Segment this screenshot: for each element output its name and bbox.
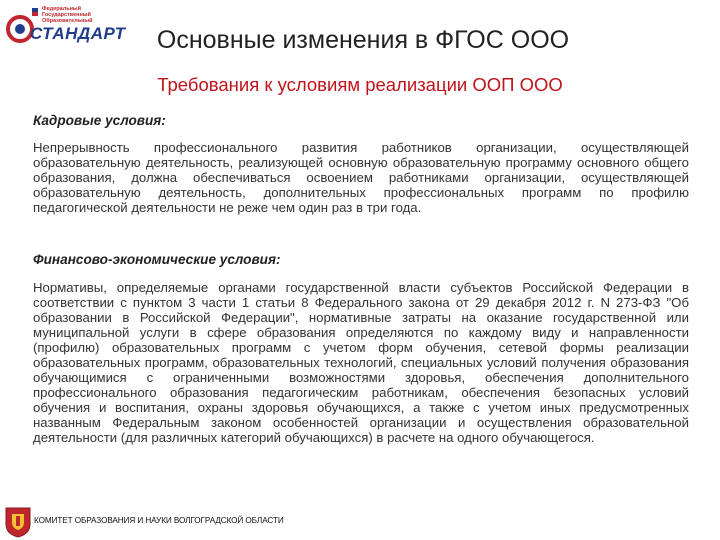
section-text-finance: Нормативы, определяемые органами государственной власти субъектов Российской Федерации в соответствии с пунктом 3 части 1 статьи 8 Федерального закона от 29 декабря 2012 г. N 273-ФЗ "Об образовании в Российской Федерации", нормативные затраты на оказание государственной или муниципальной услуги в сфере образования определяются по каждому виду и направленности (профилю) образовательных программ с учетом форм обучения, сетевой формы реализации образовательных программ, образовательных технологий, специальных условий получения образования обучающимися с ограниченными возможностями здоровья, обеспечения дополнительного профессионального образования педагогическим работникам, обеспечения безопасных условий обучения и воспитания, охраны здоровья обучающихся, а также с учетом иных предусмотренных названным Федеральным законом особенностей организации и осуществления образовательной деятельности (для различных категорий обучающихся) в расчете на одного обучающегося. (33, 280, 689, 445)
footer-organization: КОМИТЕТ ОБРАЗОВАНИЯ И НАУКИ ВОЛГОГРАДСКОЙ ОБЛАСТИ (34, 516, 284, 525)
logo-brand: СТАНДАРТ (30, 24, 126, 43)
section-heading-finance: Финансово-экономические условия: (33, 252, 281, 267)
slide-subtitle: Требования к условиям реализации ООП ООО (157, 74, 563, 95)
logo-line-3: Образовательный (42, 18, 93, 24)
slide-title: Основные изменения в ФГОС ООО (156, 26, 570, 54)
logo-line-1: Федеральный (42, 6, 81, 12)
logo-line-2: Государственный (42, 12, 91, 18)
section-text-staff: Непрерывность профессионального развития работников организации, осуществляющей образовательную деятельность, реализующей основную образовательную программу основного общего образования, должна обеспечиваться освоением работниками организации, осуществляющей образовательную деятельность, дополнительных профессиональных программ по профилю педагогической деятельности не реже чем один раз в три года. (33, 140, 689, 215)
logo-caption (42, 6, 93, 24)
section-heading-staff: Кадровые условия: (33, 113, 166, 128)
volgograd-coat-of-arms-icon (4, 506, 32, 538)
